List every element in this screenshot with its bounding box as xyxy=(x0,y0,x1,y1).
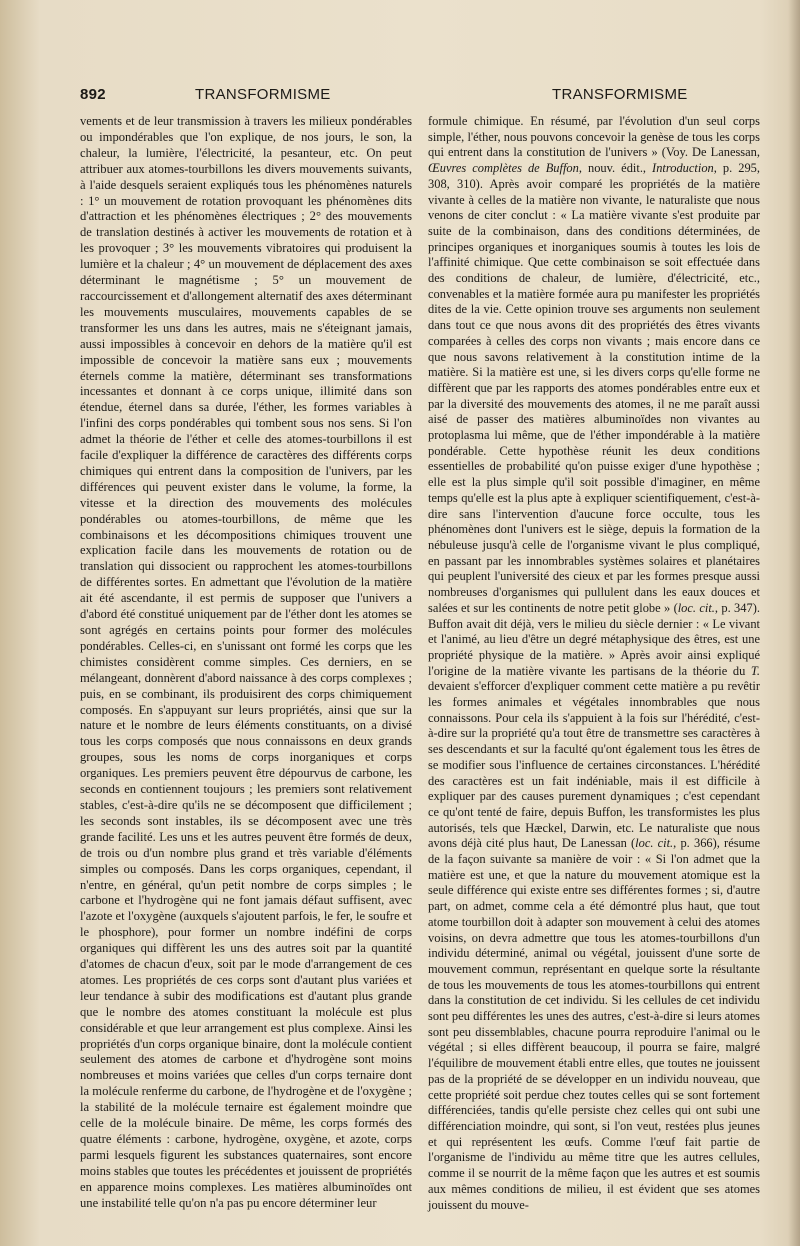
left-column-text: vements et de leur transmission à travers les milieux pondérables ou impondérables que l'on explique, de nos jours, le son, la chaleur, la lumière, l'électricité, la pesanteur, etc. On peut attribuer aux atomes-tourbillons les divers mouvements suivants, à l'aide desquels seraient expliqués tous les phénomènes naturels : 1° un mouvement de rotation provoquant les phénomènes dits d'attraction et les phénomènes électriques ; 2° des mouvements de translation destinés à activer les mouvements de rotation et à les provoquer ; 3° les mouvements vibratoires qui produisent la lumière et la chaleur ; 4° un mouvement de déplacement des axes déterminant le magnétisme ; 5° un mouvement de raccourcissement et d'allongement alternatif des axes déterminant les mouvements musculaires, mouvements capables de se transformer les uns dans les autres, mais ne s'éteignant jamais, aussi impossibles à concevoir en dehors de la matière qu'il est impossible de concevoir la matière sans eux ; mouvements éternels comme la matière, déterminant ses transformations incessantes et donnant à ce corps unique, illimité dans son étendue, éternel dans sa durée, l'éther, les formes variables à l'infini des corps pondérables qui tombent sous nos sens. Si l'on admet la théorie de l'éther et celle des atomes-tourbillons il est facile d'expliquer la différence de caractères des différents corps chimiques qui entrent dans la composition de l'univers, par les différences qui peuvent exister dans le volume, la forme, la vitesse et la direction des mouvements des molécules pondérables ou atomes-tourbillons, de même que les combinaisons et les décompositions chimiques trouvent une explication facile dans les mouvements de rotation ou de translation qui dissocient ou rapprochent les atomes-tourbillons de différentes sortes. En admettant que l'évolution de la matière ait été ascendante, il est permis de supposer que l'univers a d'abord été constitué uniquement par de l'éther dont les atomes se sont agrégés en certains points pour former des molécules pondérables. Celles-ci, en s'unissant ont formé les corps que les chimistes considèrent comme simples. Ces derniers, en se mélangeant, donnèrent d'abord naissance à des corps complexes ; puis, en se combinant, ils produisirent des corps chimiquement composés. En s'appuyant sur leurs propriétés, ainsi que sur la nature et le nombre de leurs éléments constituants, on a divisé tous les corps composés que nous connaissons en deux grands groupes, sous les noms de corps inorganiques et corps organiques. Les premiers peuvent être dépourvus de carbone, les seconds en contiennent toujours ; les premiers sont relativement stables, c'est-à-dire qu'ils ne se décomposent que difficilement ; les seconds sont instables, ils se décomposent avec une très grande facilité. Les uns et les autres peuvent être formés de deux, de trois ou d'un nombre plus grand et très variable d'éléments simples ou composés. Dans les corps organiques, cependant, il n'entre, en général, qu'un petit nombre de corps simples ; le carbone et l'hydrogène qui ne font jamais défaut suffisent, avec l'azote et l'oxygène (auxquels s'ajoutent parfois, le fer, le soufre et le phosphore), pour former un nombre indéfini de corps organiques qui diffèrent les uns des autres soit par la quantité d'atomes de chacun d'eux, soit par le mode d'arrangement de ces atomes. Les propriétés de ces corps sont d'autant plus variées et leur tendance à subir des modifications est d'autant plus grande que le nombre des atomes constituant la molécule est plus considérable et que leur arrangement est plus complexe. Ainsi les propriétés d'un corps organique binaire, dont la molécule contient seulement des atomes de carbone et d'hydrogène sont moins nombreuses et moins variées que celles d'un corps ternaire dont la molécule renferme du carbone, de l'hydrogène et de l'oxygène ; la stabilité de la molécule ternaire est également moindre que celle de la molécule binaire. De même, les corps formés des quatre éléments : carbone, hydrogène, oxygène, et azote, corps parmi lesquels figurent les substances quaternaires, sont encore moins stables que toutes les précédentes et jouissent de propriétés en apparence moins complexes. Les matières albuminoïdes ont une instabilité telle qu'on n'a pas pu encore déterminer leur xyxy=(80,114,412,1210)
running-header xyxy=(80,86,760,108)
right-column-text xyxy=(428,114,760,1213)
text-segment: devaient s'efforcer d'expliquer comment cette matière a pu revêtir les formes animales et végétales innombrables que nous connaissons. Pour cela ils s'appuient à la fois sur l'hérédité, c'est-à-dire sur la propriété qu'a tout être de transmettre ses caractères à ses descendants et sur la faculté qu'ont également tous les êtres de se modifier sous l'influence de certaines circonstances. L'hérédité des caractères est un fait indéniable, mais il est difficile à expliquer par des causes purement dynamiques ; c'est cependant ce qu'ont tenté de faire, depuis Buffon, les transformistes les plus autorisés, tels que Hæckel, Darwin, etc. Le naturaliste que nous avons déjà cité plus haut, De Lanessan ( xyxy=(428,679,760,851)
reference-introduction: Introduction xyxy=(652,161,714,176)
citation-loc-cit: loc. cit. xyxy=(635,836,674,851)
header-title-right: TRANSFORMISME xyxy=(552,86,688,103)
text-segment: , p. 347). Buffon avait dit déjà, vers le milieu du siècle dernier : « Le vivant et l'animé, au lieu d'être un degré métaphysique des êtres, est une propriété physique de la matière. » Après avoir ainsi expliqué l'origine de la matière vivante les partisans de la théorie du xyxy=(428,600,760,678)
text-segment: , p. 366), résume de la façon suivante sa manière de voir : « Si l'on admet que la matière est une, et que la nature du mouvement atomique est la seule différence qui existe entre ses différentes formes ; si, d'autre part, on admet, comme cela a été démontré plus haut, que tout atome tourbillon doit à adapter son mouvement à celui des atomes voisins, on devra admettre que tous les atomes-tourbillons d'un individu déterminé, animal ou végétal, jouissent d'une sorte de mouvement commun, représentant en quelque sorte la résultante de tous les mouvements de tous les atomes-tourbillons qui entrent dans la constitution de cet individu. Si les cellules de cet individu sont peu différentes les unes des autres, c'est-à-dire si leurs atomes sont peu dissemblables, chacune pourra reproduire l'animal ou le végétal ; si elles diffèrent beaucoup, il pourra se faire, malgré l'équilibre de mouvement établi entre elles, que toutes ne jouissent pas de la propriété de se développer en un individu nouveau, que cette propriété soit perdue chez toutes celles qui se sont fortement différenciées, tandis qu'elle persiste chez celles qui ont subi une différenciation moindre, qui sont, si l'on veut, restées plus jeunes et qui représentent les œufs. Comme l'œuf fait partie de l'organisme de l'individu au même titre que les autres cellules, comme il se nourrit de la même façon que les autres et est soumis aux mêmes conditions de milieu, il est évident que ses atomes jouissent du mouve- xyxy=(428,836,760,1212)
text-segment: , nouv. édit., xyxy=(578,161,653,176)
citation-loc-cit: loc. cit. xyxy=(677,600,715,615)
text-segment: , p. 295, 308, 310). Après avoir comparé les propriétés de la matière vivante à celles de la matière non vivante, le naturaliste que nous venons de citer conclut : « La matière vivante s'est produite par suite de la combinaison, dans des conditions déterminées, de principes organiques et inorganiques soumis à toutes les lois de l'affinité chimique. Que cette combinaison se soit effectuée dans des conditions de chaleur, de lumière, d'électricité, etc., convenables et la matière formée aura pu manifester les propriétés dites de la vie. Cette opinion trouve ses arguments non seulement dans tout ce que nous avons dit des propriétés des êtres vivants comparées à celles des corps non vivants ; mais encore dans ce que nous savons relativement à la constitution intime de la matière. Si la matière est une, si les divers corps qu'elle forme ne diffèrent que par les rapports des atomes pondérables entre eux et par la diversité des mouvements des atomes, il ne me paraît aussi aisé de passer des matières albuminoïdes non vivantes au protoplasma lui même, que de l'éther impondérable à la matière pondérable. Cette hypothèse réunit les deux conditions essentielles de probabilité qu'on puisse exiger d'une hypothèse ; elle est la plus simple qu'il soit possible d'imaginer, en même temps qu'elle est la plus apte à expliquer scientifiquement, c'est-à-dire sans l'intervention d'aucune force occulte, tous les phénomènes dont l'univers est le siège, depuis la formation de la nébuleuse jusqu'à celle de l'organisme vivant le plus compliqué, en passant par les innombrables systèmes solaires et planétaires qui peuplent l'université des cieux et par les formes presque aussi nombreuses d'organismes qui pullulent dans les eaux douces et salées et sur les continents de notre petit globe » ( xyxy=(428,161,760,615)
right-column xyxy=(428,114,760,1213)
page-edge-shadow xyxy=(788,0,800,1246)
header-title-left: TRANSFORMISME xyxy=(195,86,331,103)
page-number: 892 xyxy=(80,86,106,103)
left-column xyxy=(80,114,412,1212)
reference-title: Œuvres complètes de Buffon xyxy=(428,161,579,176)
citation-t: T. xyxy=(750,663,760,678)
text-segment: formule chimique. En résumé, par l'évolution d'un seul corps simple, l'éther, nous pouvons concevoir la genèse de tous les corps qui entrent dans la constitution de l'univers » (Voy. De Lanessan, xyxy=(428,114,760,160)
